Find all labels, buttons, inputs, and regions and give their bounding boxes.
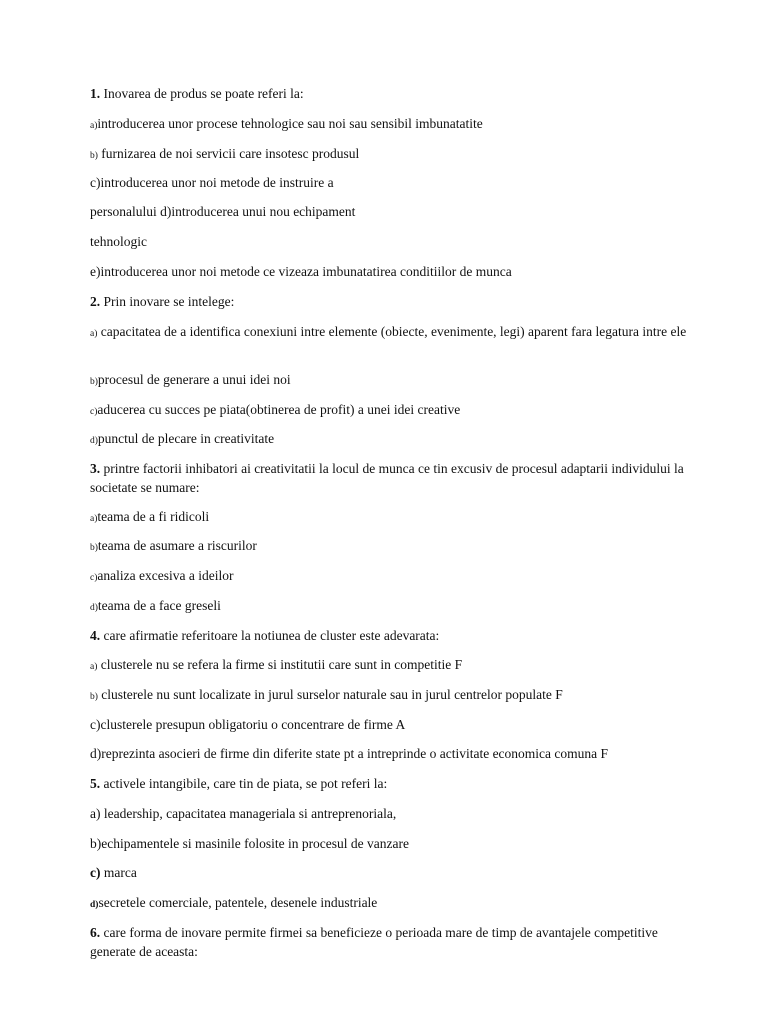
answer-1c-line2: personalului d)introducerea unui nou echipament <box>90 204 356 219</box>
answer-1e: e)introducerea unor noi metode ce vizeaza imbunatatirea conditiilor de munca <box>90 264 512 279</box>
answer-letter: c) <box>90 573 98 583</box>
question-number: 3. <box>90 461 101 476</box>
answer-letter: b) <box>90 692 98 702</box>
answer-4c: c)clusterele presupun obligatoriu o concentrare de firme A <box>90 717 406 732</box>
answer-letter: d) <box>90 603 98 613</box>
question-number: 1. <box>90 86 101 101</box>
answer-text: teama de a fi ridicoli <box>97 509 210 524</box>
answer-3c <box>90 566 690 588</box>
answer-1c-line3: tehnologic <box>90 234 147 249</box>
answer-text: clusterele nu sunt localizate in jurul surselor naturale sau in jurul centrelor populate F <box>97 687 563 702</box>
answer-text: furnizarea de noi servicii care insotesc produsul <box>97 146 360 161</box>
answer-text: teama de a face greseli <box>97 598 221 613</box>
answer-text: punctul de plecare in creativitate <box>97 431 275 446</box>
question-text: Inovarea de produs se poate referi la: <box>100 86 304 101</box>
answer-2a <box>90 322 690 344</box>
answer-text: aducerea cu succes pe piata(obtinerea de profit) a unei idei creative <box>97 402 461 417</box>
answer-1a <box>90 114 690 136</box>
question-6 <box>90 923 690 961</box>
answer-5a: a) leadership, capacitatea manageriala si antreprenoriala, <box>90 806 397 821</box>
answer-text: clusterele nu se refera la firme si institutii care sunt in competitie F <box>97 657 463 672</box>
answer-letter: c) <box>90 865 101 880</box>
answer-1c-line1: c)introducerea unor noi metode de instruire a <box>90 175 334 190</box>
answer-5d <box>90 893 690 915</box>
answer-4a <box>90 655 690 677</box>
question-number: 6. <box>90 925 101 940</box>
question-number: 5. <box>90 776 101 791</box>
question-5 <box>90 774 690 793</box>
answer-letter: b) <box>90 151 98 161</box>
question-2 <box>90 292 690 311</box>
answer-5c <box>90 863 690 882</box>
question-3 <box>90 459 690 497</box>
answer-5b: b)echipamentele si masinile folosite in procesul de vanzare <box>90 836 410 851</box>
answer-text: procesul de generare a unui idei noi <box>97 372 291 387</box>
answer-letter: c) <box>90 407 98 417</box>
answer-2d <box>90 429 690 451</box>
answer-text: introducerea unor procese tehnologice sau noi sau sensibil imbunatatite <box>97 116 483 131</box>
answer-text: marca <box>100 865 137 880</box>
answer-letter: b) <box>90 543 98 553</box>
answer-letter: b) <box>90 377 98 387</box>
question-1 <box>90 84 690 103</box>
question-number: 2. <box>90 294 101 309</box>
answer-letter: a) <box>90 329 98 339</box>
answer-2c <box>90 400 690 422</box>
answer-text: analiza excesiva a ideilor <box>97 568 234 583</box>
question-text: activele intangibile, care tin de piata, se pot referi la: <box>100 776 388 791</box>
answer-letter: a) <box>90 121 98 131</box>
answer-2b <box>90 370 690 392</box>
question-text: printre factorii inhibatori ai creativitatii la locul de munca ce tin excusiv de procesul adaptarii individului la societate se numare: <box>90 461 684 495</box>
answer-letter: d) <box>90 436 98 446</box>
answer-3b <box>90 536 690 558</box>
answer-4d: d)reprezinta asocieri de firme din diferite state pt a intreprinde o activitate economica comuna F <box>90 746 609 761</box>
answer-4b <box>90 685 690 707</box>
answer-letter: d) <box>90 900 99 910</box>
answer-3d <box>90 596 690 618</box>
answer-text: teama de asumare a riscurilor <box>97 538 257 553</box>
answer-3a <box>90 507 690 529</box>
answer-letter: a) <box>90 662 98 672</box>
question-text: Prin inovare se intelege: <box>100 294 235 309</box>
answer-text: secretele comerciale, patentele, desenele industriale <box>98 895 378 910</box>
question-number: 4. <box>90 628 101 643</box>
question-text: care forma de inovare permite firmei sa beneficieze o perioada mare de timp de avantajele competitive generate de aceasta: <box>90 925 658 959</box>
question-4 <box>90 626 690 645</box>
answer-text: capacitatea de a identifica conexiuni intre elemente (obiecte, evenimente, legi) aparent fara legatura intre ele <box>97 324 687 339</box>
answer-1b <box>90 144 690 166</box>
question-text: care afirmatie referitoare la notiunea de cluster este adevarata: <box>100 628 440 643</box>
answer-letter: a) <box>90 514 98 524</box>
